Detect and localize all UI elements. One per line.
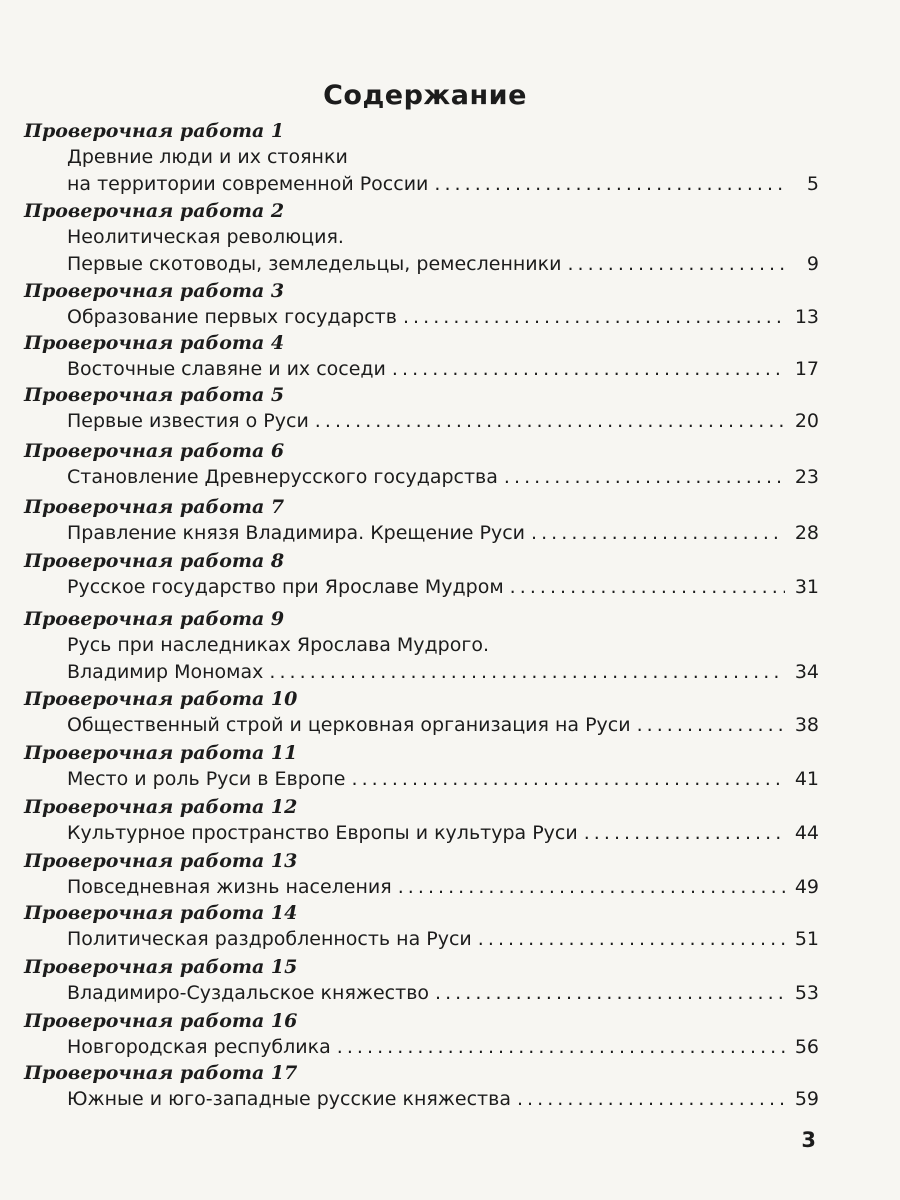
toc-entry-title: Русь при наследниках Ярослава Мудрого. <box>67 634 490 656</box>
toc-entry[interactable] <box>67 876 819 903</box>
toc-work-label: Проверочная работа 11 <box>24 742 298 764</box>
toc-work-label: Проверочная работа 17 <box>24 1062 298 1084</box>
dot-leader <box>567 253 785 275</box>
toc-page-number: 51 <box>794 928 819 950</box>
dot-leader <box>478 928 785 950</box>
toc-entry[interactable] <box>67 226 819 280</box>
toc-page-number: 20 <box>794 410 819 432</box>
toc-entry[interactable] <box>67 928 819 955</box>
dot-leader <box>517 1088 785 1110</box>
toc-entry[interactable] <box>67 522 819 549</box>
toc-work-label: Проверочная работа 13 <box>24 850 298 872</box>
toc-page-number: 49 <box>794 876 819 898</box>
toc-entry[interactable] <box>67 576 819 603</box>
toc-entry[interactable] <box>67 714 819 741</box>
toc-entry[interactable] <box>67 1088 819 1115</box>
toc-page-number: 28 <box>794 522 819 544</box>
toc-page-number: 34 <box>794 661 819 683</box>
toc-entry-title: Общественный строй и церковная организация на Руси <box>67 714 631 736</box>
toc-entry-title: Первые скотоводы, земледельцы, ремесленники <box>67 253 562 275</box>
toc-entry-title: Владимир Мономах <box>67 661 264 683</box>
dot-leader <box>584 822 785 844</box>
toc-entry-title: Первые известия о Руси <box>67 410 309 432</box>
toc-work-label: Проверочная работа 9 <box>24 608 285 630</box>
toc-entry-title: Повседневная жизнь населения <box>67 876 392 898</box>
toc-page-number: 17 <box>794 358 819 380</box>
toc-entry-title: Место и роль Руси в Европе <box>67 768 346 790</box>
toc-page-number: 13 <box>794 306 819 328</box>
toc-page-number: 31 <box>794 576 819 598</box>
toc-entry-title: на территории современной России <box>67 173 429 195</box>
dot-leader <box>398 876 785 898</box>
toc-entry[interactable] <box>67 146 819 200</box>
dot-leader <box>504 466 785 488</box>
toc-page-number: 53 <box>794 982 819 1004</box>
toc-entry-title: Южные и юго-западные русские княжества <box>67 1088 511 1110</box>
dot-leader <box>315 410 785 432</box>
dot-leader <box>352 768 786 790</box>
dot-leader <box>337 1036 785 1058</box>
toc-work-label: Проверочная работа 3 <box>24 280 285 302</box>
toc-page-number: 23 <box>794 466 819 488</box>
dot-leader <box>392 358 785 380</box>
toc-entry[interactable] <box>67 358 819 385</box>
toc-entry[interactable] <box>67 1036 819 1063</box>
dot-leader <box>435 982 785 1004</box>
toc-entry-title: Владимиро-Суздальское княжество <box>67 982 430 1004</box>
toc-page-number: 38 <box>794 714 819 736</box>
toc-work-label: Проверочная работа 8 <box>24 550 285 572</box>
toc-work-label: Проверочная работа 5 <box>24 384 285 406</box>
dot-leader <box>434 173 785 195</box>
page-title: Содержание <box>323 80 527 111</box>
toc-entry-title: Становление Древнерусского государства <box>67 466 498 488</box>
toc-work-label: Проверочная работа 14 <box>24 902 298 924</box>
dot-leader <box>510 576 785 598</box>
toc-entry-title: Русское государство при Ярославе Мудром <box>67 576 504 598</box>
toc-entry[interactable] <box>67 410 819 437</box>
toc-page-number: 56 <box>794 1036 819 1058</box>
toc-work-label: Проверочная работа 16 <box>24 1010 298 1032</box>
toc-work-label: Проверочная работа 6 <box>24 440 285 462</box>
toc-work-label: Проверочная работа 15 <box>24 956 298 978</box>
dot-leader <box>531 522 785 544</box>
toc-entry-title: Восточные славяне и их соседи <box>67 358 386 380</box>
dot-leader <box>403 306 785 328</box>
toc-work-label: Проверочная работа 12 <box>24 796 298 818</box>
toc-work-label: Проверочная работа 1 <box>24 120 285 142</box>
toc-page-number: 9 <box>806 253 819 275</box>
toc-entry-title: Правление князя Владимира. Крещение Руси <box>67 522 526 544</box>
toc-entry-title: Новгородская республика <box>67 1036 331 1058</box>
toc-page-number: 41 <box>794 768 819 790</box>
toc-entry-title: Политическая раздробленность на Руси <box>67 928 472 950</box>
toc-entry[interactable] <box>67 768 819 795</box>
toc-entry[interactable] <box>67 634 819 688</box>
toc-page-number: 44 <box>794 822 819 844</box>
toc-entry[interactable] <box>67 466 819 493</box>
toc-entry[interactable] <box>67 306 819 333</box>
toc-entry-title: Неолитическая революция. <box>67 226 344 248</box>
page-number: 3 <box>801 1128 816 1152</box>
dot-leader <box>637 714 785 736</box>
toc-entry-title: Образование первых государств <box>67 306 397 328</box>
toc-work-label: Проверочная работа 7 <box>24 496 285 518</box>
toc-entry[interactable] <box>67 982 819 1009</box>
dot-leader <box>269 661 785 683</box>
toc-entry-title: Древние люди и их стоянки <box>67 146 348 168</box>
toc-work-label: Проверочная работа 4 <box>24 332 285 354</box>
toc-page-number: 59 <box>794 1088 819 1110</box>
toc-entry-title: Культурное пространство Европы и культура Руси <box>67 822 578 844</box>
toc-entry[interactable] <box>67 822 819 849</box>
toc-work-label: Проверочная работа 10 <box>24 688 298 710</box>
toc-page-number: 5 <box>806 173 819 195</box>
toc-work-label: Проверочная работа 2 <box>24 200 285 222</box>
